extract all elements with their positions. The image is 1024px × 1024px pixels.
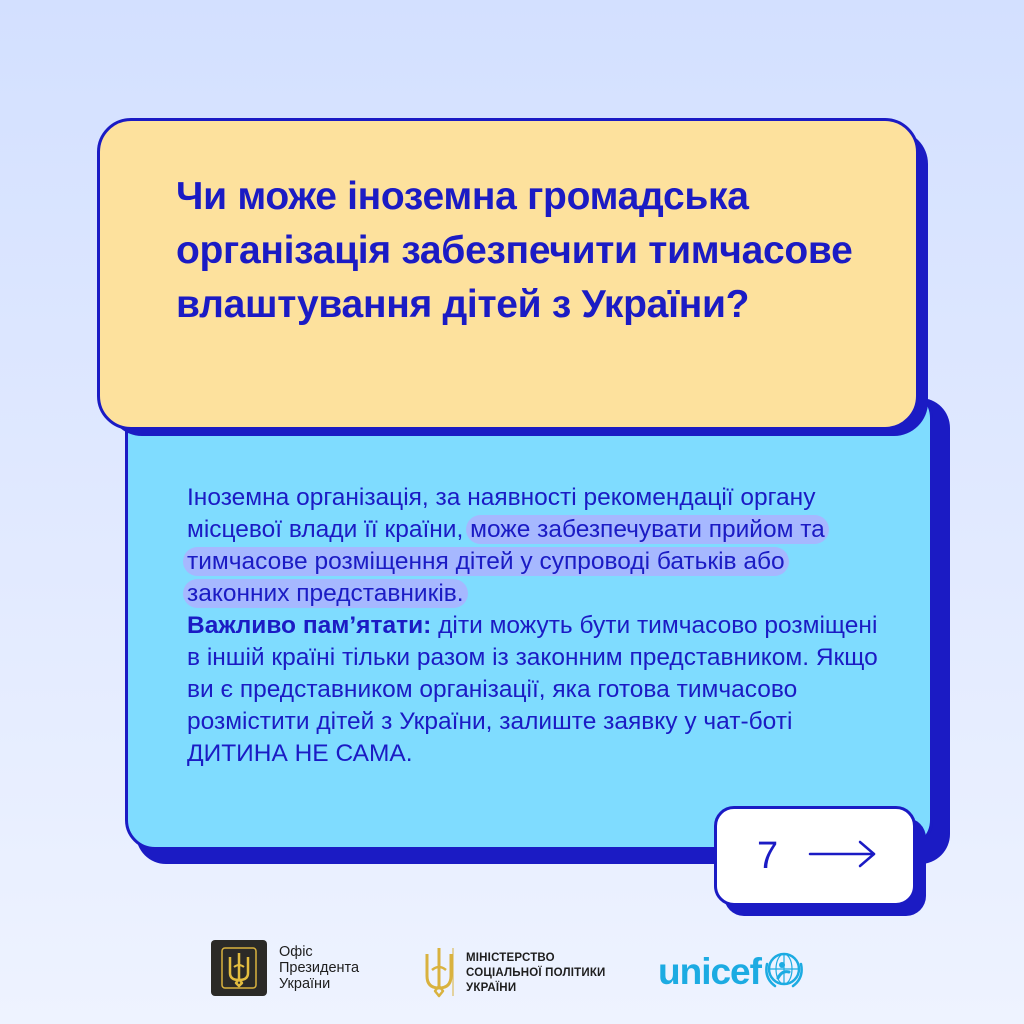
page-number: 7 <box>757 834 779 877</box>
answer-highlight: може забезпечувати прийом та тимчасове розміщення дітей у супроводі батьків або законних представників. <box>183 515 829 608</box>
unicef-wordmark: unicef <box>658 950 761 992</box>
next-page-button[interactable] <box>714 806 916 906</box>
msp-line1: МІНІСТЕРСТВО <box>466 952 555 964</box>
op-line3: України <box>279 976 331 992</box>
msp-line3: УКРАЇНИ <box>466 982 517 994</box>
answer-intro: Іноземна організація, за наявності рекомендації органу місцевої влади її країни, <box>187 484 816 543</box>
answer-text <box>187 482 887 770</box>
op-line2: Президента <box>279 960 360 976</box>
ministry-logo <box>420 944 606 1003</box>
op-line1: Офіс <box>279 944 313 960</box>
note-text: діти можуть бути тимчасово розміщені в іншій країні тільки разом із законним представником. Якщо ви є представником організації, яка готова тимчасово розмістити дітей з України, залиште заявку у чат-боті ДИТИНА НЕ САМА. <box>187 612 878 767</box>
office-president-logo <box>211 940 359 996</box>
question-title: Чи може іноземна громадська організація забезпечити тимчасове влаштування дітей з України? <box>176 175 853 326</box>
note-label: Важливо пам’ятати: <box>187 612 432 639</box>
unicef-emblem-icon <box>763 948 805 995</box>
msp-line2: СОЦІАЛЬНОЇ ПОЛІТИКИ <box>466 967 606 979</box>
unicef-logo <box>658 948 805 995</box>
trident-emblem-icon <box>211 940 267 996</box>
trident-icon <box>420 944 458 1003</box>
arrow-right-icon <box>808 839 878 874</box>
